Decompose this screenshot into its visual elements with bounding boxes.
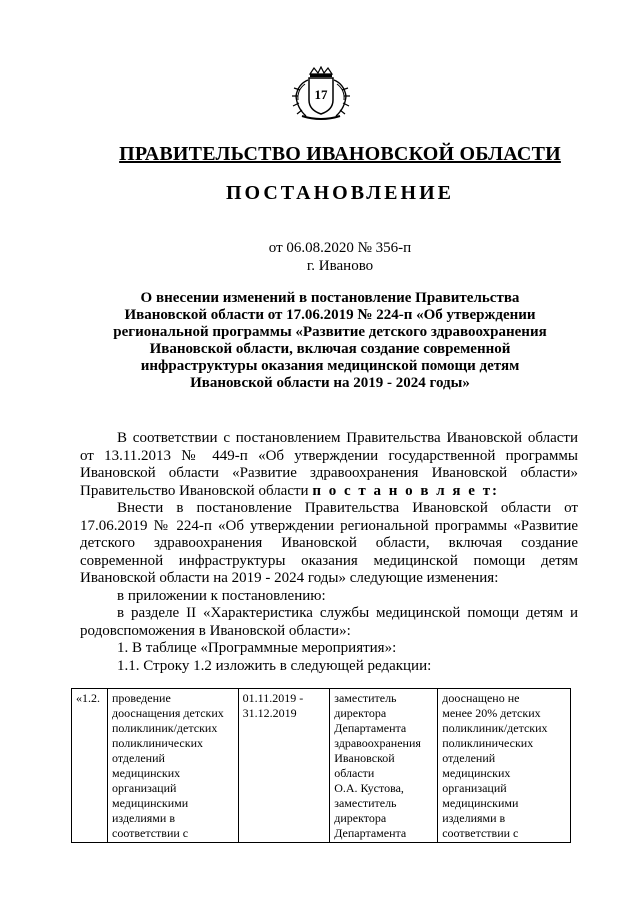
cell-line: отделений (112, 751, 165, 765)
paragraph-item-1-1: 1.1. Строку 1.2 изложить в следующей редакции: (117, 657, 432, 674)
document-body (80, 430, 578, 675)
heading-line: О внесении изменений в постановление Правительства (140, 290, 520, 306)
cell-line: заместитель (334, 796, 397, 810)
heading-line: Ивановской области, включая создание современной (149, 341, 511, 357)
paragraph-amend: Внести в постановление Правительства Ивановской области от 17.06.2019 № 224-п «Об утверждении региональной программы «Развитие детского здравоохранения Ивановской области, включая создание современной инфраструктуры оказания медицинской помощи детям Ивановской области на 2019 - 2024 годы» следующие изменения: (80, 500, 578, 586)
heading-line: региональной программы «Развитие детского здравоохранения (113, 324, 547, 340)
date-number: от 06.08.2020 № 356-п (268, 240, 412, 256)
cell-line: заместитель (334, 691, 397, 705)
cell-line: соответствии с (442, 826, 519, 840)
cell-activity (108, 689, 239, 843)
document-heading (76, 290, 584, 392)
cell-line: О.А. Кустова, (334, 781, 404, 795)
cell-line: поликлинических (442, 736, 534, 750)
heading-line: инфраструктуры оказания медицинской помощи детям (140, 358, 520, 374)
cell-line: соответствии с (112, 826, 189, 840)
government-title: ПРАВИТЕЛЬСТВО ИВАНОВСКОЙ ОБЛАСТИ (119, 143, 561, 165)
cell-line: медицинскими (112, 796, 189, 810)
resolves-word: п о с т а н о в л я е т: (312, 482, 500, 499)
paragraph-item-1: 1. В таблице «Программные мероприятия»: (117, 640, 397, 656)
cell-responsible (330, 689, 438, 843)
cell-number: «1.2. (72, 689, 108, 843)
coat-of-arms-icon (288, 66, 354, 122)
table-row (72, 689, 571, 843)
cell-line: директора (334, 706, 387, 720)
cell-line: дооснащено не (442, 691, 520, 705)
cell-line: медицинских (442, 766, 511, 780)
cell-line: Департамента (334, 826, 407, 840)
cell-line: изделиями в (112, 811, 175, 825)
cell-line: Ивановской (334, 751, 395, 765)
cell-line: медицинских (112, 766, 181, 780)
cell-line: поликлиник/детских (112, 721, 218, 735)
cell-dates (238, 689, 330, 843)
preamble-text: В соответствии с постановлением Правительства Ивановской области от 13.11.2013 № 449-п «Об утверждении государственной программы Ивановской области «Развитие здравоохранения Ивановской области» Правительство Ивановской области (80, 430, 578, 499)
cell-line: медицинскими (442, 796, 519, 810)
cell-line: дооснащения детских (112, 706, 224, 720)
cell-line: проведение (112, 691, 171, 705)
cell-line: директора (334, 811, 387, 825)
paragraph-preamble (80, 430, 578, 500)
document-type: ПОСТАНОВЛЕНИЕ (226, 182, 454, 204)
cell-result (438, 689, 571, 843)
cell-line: отделений (442, 751, 496, 765)
city: г. Иваново (306, 258, 374, 274)
cell-line: 31.12.2019 (242, 706, 297, 720)
cell-line: области (334, 766, 375, 780)
cell-line: здравоохранения (334, 736, 421, 750)
paragraph-section: в разделе II «Характеристика службы медицинской помощи детям и родовспоможения в Ивановской области»: (80, 605, 578, 639)
measures-table (71, 688, 571, 843)
emblem-inscription: 17 (314, 87, 328, 102)
cell-line: поликлиник/детских (442, 721, 548, 735)
heading-line: Ивановской области от 17.06.2019 № 224-п «Об утверждении (124, 307, 536, 323)
cell-line: менее 20% детских (442, 706, 541, 720)
cell-line: 01.11.2019 - (242, 691, 304, 705)
heading-line: Ивановской области на 2019 - 2024 годы» (190, 375, 470, 391)
cell-line: поликлинических (112, 736, 203, 750)
cell-line: Департамента (334, 721, 407, 735)
cell-line: организаций (442, 781, 507, 795)
cell-line: организаций (112, 781, 177, 795)
paragraph-annex: в приложении к постановлению: (117, 587, 326, 604)
cell-line: изделиями в (442, 811, 506, 825)
